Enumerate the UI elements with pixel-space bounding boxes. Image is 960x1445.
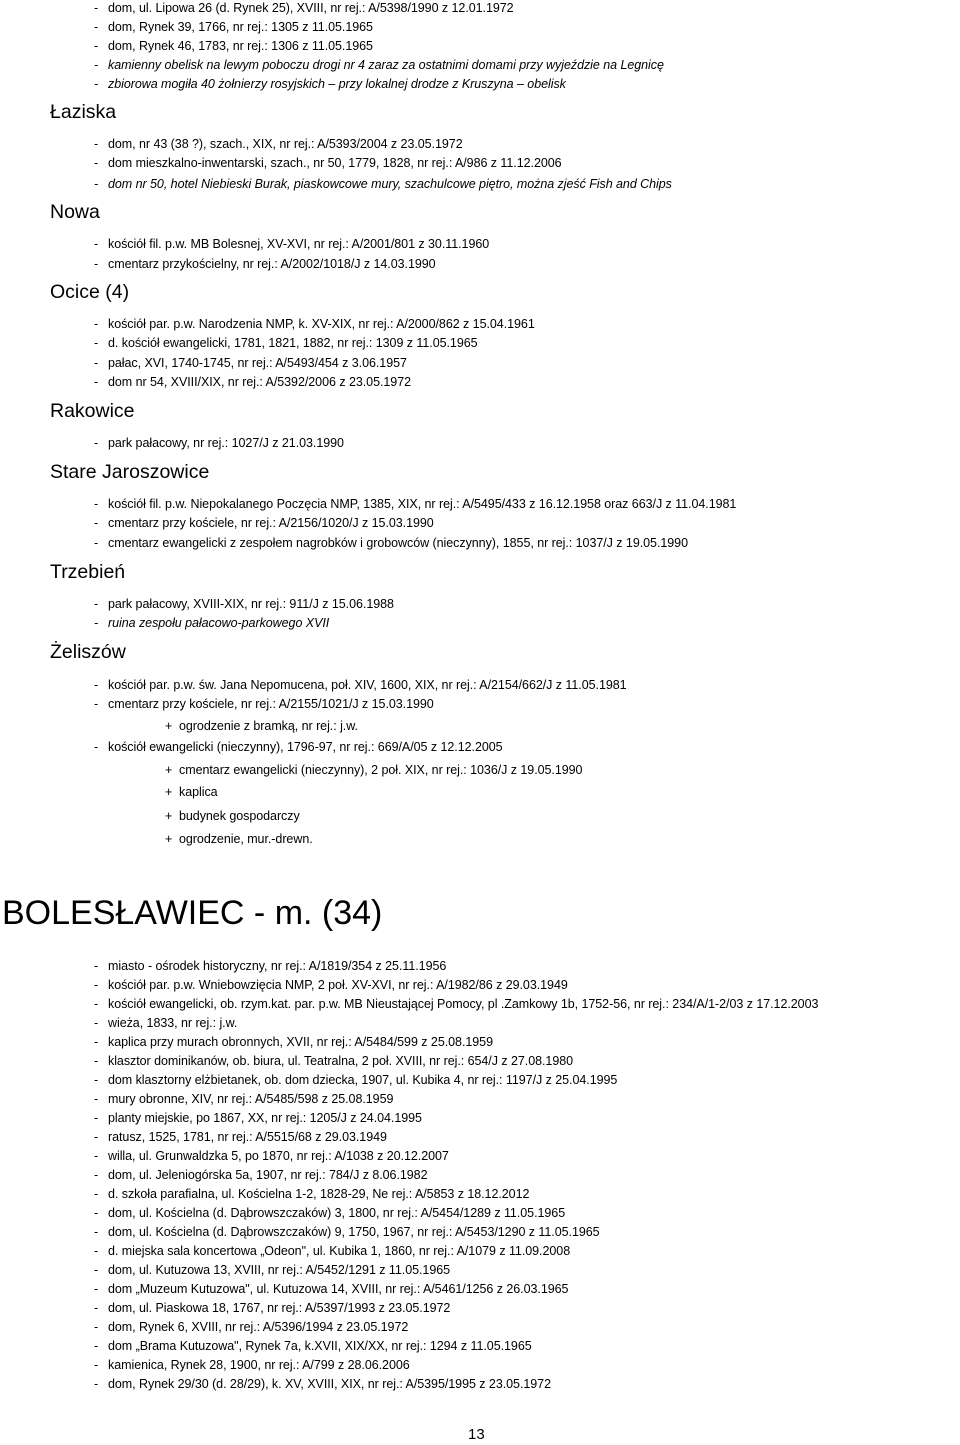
list-item: - dom, ul. Kutuzowa 13, XVIII, nr rej.: A/5452/1291 z 11.05.1965 [94, 1263, 451, 1277]
sub-list-item: + budynek gospodarczy [165, 809, 300, 823]
list-item: - cmentarz przykościelny, nr rej.: A/2002/1018/J z 14.03.1990 [94, 257, 436, 271]
plus-icon: + [165, 785, 173, 799]
list-item: - pałac, XVI, 1740-1745, nr rej.: A/5493/454 z 3.06.1957 [94, 356, 407, 370]
sub-list-item: + kaplica [165, 785, 218, 799]
list-item: - ratusz, 1525, 1781, nr rej.: A/5515/68 z 29.03.1949 [94, 1130, 387, 1144]
list-item: - kamienny obelisk na lewym poboczu drogi nr 4 zaraz za ostatnimi domami przy wyjeździe na Legnicę [94, 58, 664, 72]
list-item: - dom, Rynek 46, 1783, nr rej.: 1306 z 11.05.1965 [94, 39, 373, 53]
list-item: - dom, ul. Kościelna (d. Dąbrowszczaków) 3, 1800, nr rej.: A/5454/1289 z 11.05.1965 [94, 1206, 566, 1220]
list-item: - dom „Brama Kutuzowa", Rynek 7a, k.XVII, XIX/XX, nr rej.: 1294 z 11.05.1965 [94, 1339, 532, 1353]
plus-icon: + [165, 809, 173, 823]
list-item: - willa, ul. Grunwaldzka 5, po 1870, nr rej.: A/1038 z 20.12.2007 [94, 1149, 449, 1163]
list-item: - dom, ul. Lipowa 26 (d. Rynek 25), XVIII, nr rej.: A/5398/1990 z 12.01.1972 [94, 1, 514, 15]
list-item: - kościół par. p.w. Narodzenia NMP, k. XV-XIX, nr rej.: A/2000/862 z 15.04.1961 [94, 317, 535, 331]
list-item: - dom, Rynek 39, 1766, nr rej.: 1305 z 11.05.1965 [94, 20, 373, 34]
list-item: - d. kościół ewangelicki, 1781, 1821, 1882, nr rej.: 1309 z 11.05.1965 [94, 336, 478, 350]
list-item: - cmentarz ewangelicki z zespołem nagrobków i grobowców (nieczynny), 1855, nr rej.: 1037/J z 19.05.1990 [94, 536, 688, 550]
town-heading: BOLESŁAWIEC - m. (34) [2, 894, 383, 932]
section-heading-ocice: Ocice (4) [50, 281, 130, 303]
sub-list-item: + cmentarz ewangelicki (nieczynny), 2 poł. XIX, nr rej.: 1036/J z 19.05.1990 [165, 763, 583, 777]
list-item: - d. szkoła parafialna, ul. Kościelna 1-2, 1828-29, Ne rej.: A/5853 z 18.12.2012 [94, 1187, 530, 1201]
list-item: - kościół fil. p.w. Niepokalanego Poczęcia NMP, 1385, XIX, nr rej.: A/5495/433 z 16.12.1958 oraz 663/J z 11.04.1981 [94, 497, 737, 511]
list-item: - dom, ul. Kościelna (d. Dąbrowszczaków) 9, 1750, 1967, nr rej.: A/5453/1290 z 11.05.1965 [94, 1225, 600, 1239]
list-item: - kościół fil. p.w. MB Bolesnej, XV-XVI, nr rej.: A/2001/801 z 30.11.1960 [94, 237, 490, 251]
section-heading-zeliszow: Żeliszów [50, 641, 126, 663]
plus-icon: + [165, 832, 173, 846]
list-item: - kamienica, Rynek 28, 1900, nr rej.: A/799 z 28.06.2006 [94, 1358, 410, 1372]
list-item: - kościół ewangelicki (nieczynny), 1796-97, nr rej.: 669/A/05 z 12.12.2005 [94, 740, 503, 754]
list-item: - ruina zespołu pałacowo-parkowego XVII [94, 616, 330, 630]
section-heading-nowa: Nowa [50, 201, 100, 223]
list-item: - kaplica przy murach obronnych, XVII, nr rej.: A/5484/599 z 25.08.1959 [94, 1035, 493, 1049]
list-item: - dom mieszkalno-inwentarski, szach., nr 50, 1779, 1828, nr rej.: A/986 z 11.12.2006 [94, 156, 562, 170]
list-item: - dom klasztorny elżbietanek, ob. dom dziecka, 1907, ul. Kubika 4, nr rej.: 1197/J z 25.04.1995 [94, 1073, 618, 1087]
page-number: 13 [468, 1426, 485, 1443]
list-item: - wieża, 1833, nr rej.: j.w. [94, 1016, 238, 1030]
list-item: - park pałacowy, XVIII-XIX, nr rej.: 911/J z 15.06.1988 [94, 597, 394, 611]
list-item: - zbiorowa mogiła 40 żołnierzy rosyjskich – przy lokalnej drodze z Kruszyna – obelisk [94, 77, 566, 91]
list-item: - cmentarz przy kościele, nr rej.: A/2155/1021/J z 15.03.1990 [94, 697, 434, 711]
list-item: - d. miejska sala koncertowa „Odeon", ul. Kubika 1, 1860, nr rej.: A/1079 z 11.09.2008 [94, 1244, 571, 1258]
list-item: - dom, nr 43 (38 ?), szach., XIX, nr rej.: A/5393/2004 z 23.05.1972 [94, 137, 463, 151]
list-item: - dom nr 50, hotel Niebieski Burak, piaskowcowe mury, szachulcowe piętro, można zjeść Fish and Chips [94, 177, 672, 191]
list-item: - miasto - ośrodek historyczny, nr rej.: A/1819/354 z 25.11.1956 [94, 959, 447, 973]
section-heading-stare-jaroszowice: Stare Jaroszowice [50, 461, 210, 483]
list-item: - dom, Rynek 29/30 (d. 28/29), k. XV, XVIII, XIX, nr rej.: A/5395/1995 z 23.05.1972 [94, 1377, 551, 1391]
sub-list-item: + ogrodzenie, mur.-drewn. [165, 832, 313, 846]
list-item: - kościół par. p.w. św. Jana Nepomucena, poł. XIV, 1600, XIX, nr rej.: A/2154/662/J z 11.05.1981 [94, 678, 627, 692]
list-item: - dom, ul. Jeleniogórska 5a, 1907, nr rej.: 784/J z 8.06.1982 [94, 1168, 428, 1182]
list-item: - klasztor dominikanów, ob. biura, ul. Teatralna, 2 poł. XVIII, nr rej.: 654/J z 27.08.1980 [94, 1054, 574, 1068]
list-item: - dom, ul. Piaskowa 18, 1767, nr rej.: A/5397/1993 z 23.05.1972 [94, 1301, 451, 1315]
section-heading-rakowice: Rakowice [50, 400, 135, 422]
list-item: - mury obronne, XIV, nr rej.: A/5485/598 z 25.08.1959 [94, 1092, 394, 1106]
section-heading-laziska: Łaziska [50, 101, 117, 123]
list-item: - dom, Rynek 6, XVIII, nr rej.: A/5396/1994 z 23.05.1972 [94, 1320, 409, 1334]
list-item: - dom nr 54, XVIII/XIX, nr rej.: A/5392/2006 z 23.05.1972 [94, 375, 412, 389]
sub-list-item: + ogrodzenie z bramką, nr rej.: j.w. [165, 719, 358, 733]
list-item: - cmentarz przy kościele, nr rej.: A/2156/1020/J z 15.03.1990 [94, 516, 434, 530]
list-item: - kościół ewangelicki, ob. rzym.kat. par. p.w. MB Nieustającej Pomocy, pl .Zamkowy 1b, 1752-56, nr rej.: 234/A/1-2/03 z 17.12.2003 [94, 997, 819, 1011]
section-heading-trzebien: Trzebień [50, 561, 126, 583]
plus-icon: + [165, 719, 173, 733]
list-item: - kościół par. p.w. Wniebowzięcia NMP, 2 poł. XV-XVI, nr rej.: A/1982/86 z 29.03.1949 [94, 978, 568, 992]
list-item: - park pałacowy, nr rej.: 1027/J z 21.03.1990 [94, 436, 344, 450]
plus-icon: + [165, 763, 173, 777]
list-item: - dom „Muzeum Kutuzowa", ul. Kutuzowa 14, XVIII, nr rej.: A/5461/1256 z 26.03.1965 [94, 1282, 569, 1296]
list-item: - planty miejskie, po 1867, XX, nr rej.: 1205/J z 24.04.1995 [94, 1111, 422, 1125]
